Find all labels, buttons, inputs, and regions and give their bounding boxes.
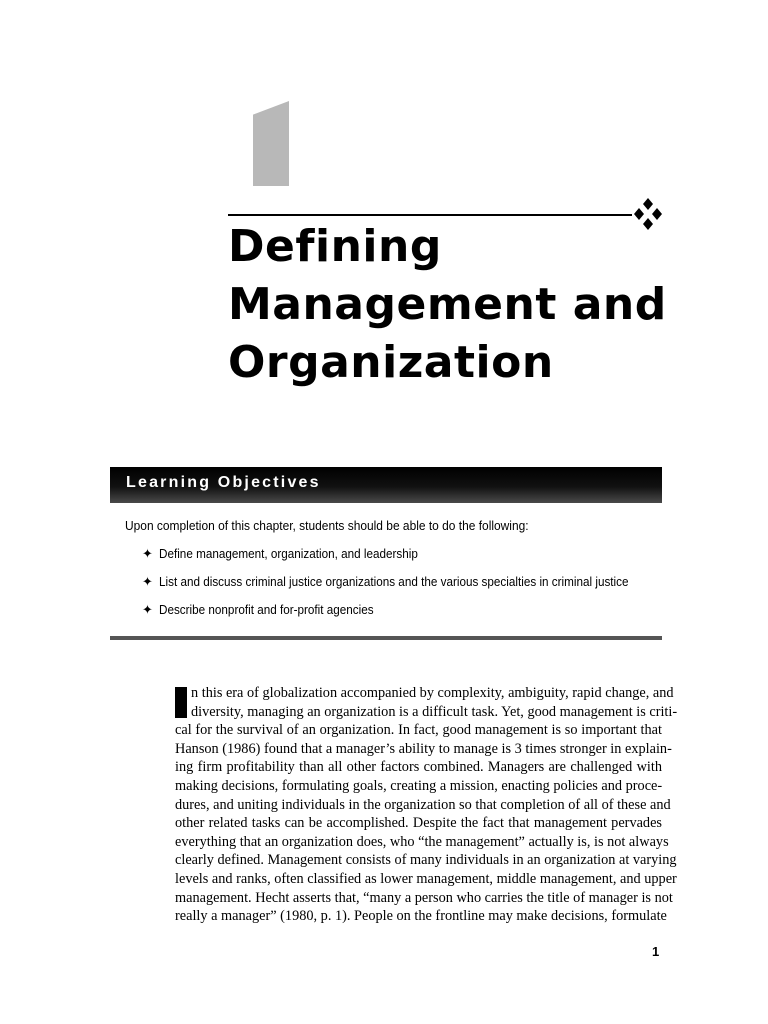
learning-objective-text: List and discuss criminal justice organizations and the various specialties in criminal justice bbox=[159, 574, 629, 589]
body-line: cal for the survival of an organization. In fact, good management is so important that bbox=[175, 722, 662, 739]
star-bullet-icon: ✦ bbox=[142, 602, 153, 617]
body-line: making decisions, formulating goals, creating a mission, enacting policies and proce- bbox=[175, 777, 663, 794]
learning-objective-text: Describe nonprofit and for-profit agencies bbox=[159, 602, 374, 617]
learning-objectives-heading: Learning Objectives bbox=[126, 474, 321, 491]
star-bullet-icon: ✦ bbox=[142, 546, 153, 561]
star-bullet-icon: ✦ bbox=[142, 574, 153, 589]
learning-objectives-bottom-rule bbox=[110, 636, 662, 640]
body-line: Hanson (1986) found that a manager’s ability to manage is 3 times stronger in explain- bbox=[175, 740, 672, 757]
body-line: dures, and uniting individuals in the organization so that completion of all of these and bbox=[175, 796, 671, 813]
chapter-title-line: Defining bbox=[228, 221, 442, 272]
learning-objectives-banner bbox=[110, 467, 662, 503]
body-line: management. Hecht asserts that, “many a person who carries the title of manager is not bbox=[175, 889, 673, 906]
body-line: clearly defined. Management consists of many individuals in an organization at varying bbox=[175, 852, 677, 869]
chapter-number-graphic bbox=[253, 101, 289, 186]
body-line: everything that an organization does, who “the management” actually is, is not always bbox=[175, 833, 669, 850]
body-line: n this era of globalization accompanied by complexity, ambiguity, rapid change, and bbox=[191, 685, 674, 701]
body-line: diversity, managing an organization is a difficult task. Yet, good management is criti- bbox=[191, 703, 678, 720]
body-line: levels and ranks, often classified as lower management, middle management, and upper bbox=[175, 870, 677, 887]
body-line: really a manager” (1980, p. 1). People on the frontline may make decisions, formulate bbox=[175, 908, 667, 925]
body-paragraph bbox=[175, 684, 678, 926]
chapter-title bbox=[228, 218, 688, 392]
learning-objective-text: Define management, organization, and leadership bbox=[159, 546, 418, 561]
title-rule bbox=[228, 214, 632, 216]
chapter-title-line: Organization bbox=[228, 337, 554, 388]
learning-objectives-intro: Upon completion of this chapter, students should be able to do the following: bbox=[125, 518, 529, 533]
body-line: other related tasks can be accomplished. Despite the fact that management pervades bbox=[175, 815, 662, 832]
chapter-title-line: Management and bbox=[228, 279, 667, 330]
page-number: 1 bbox=[652, 944, 660, 959]
body-line: ing firm profitability than all other factors combined. Managers are challenged with bbox=[175, 759, 662, 776]
